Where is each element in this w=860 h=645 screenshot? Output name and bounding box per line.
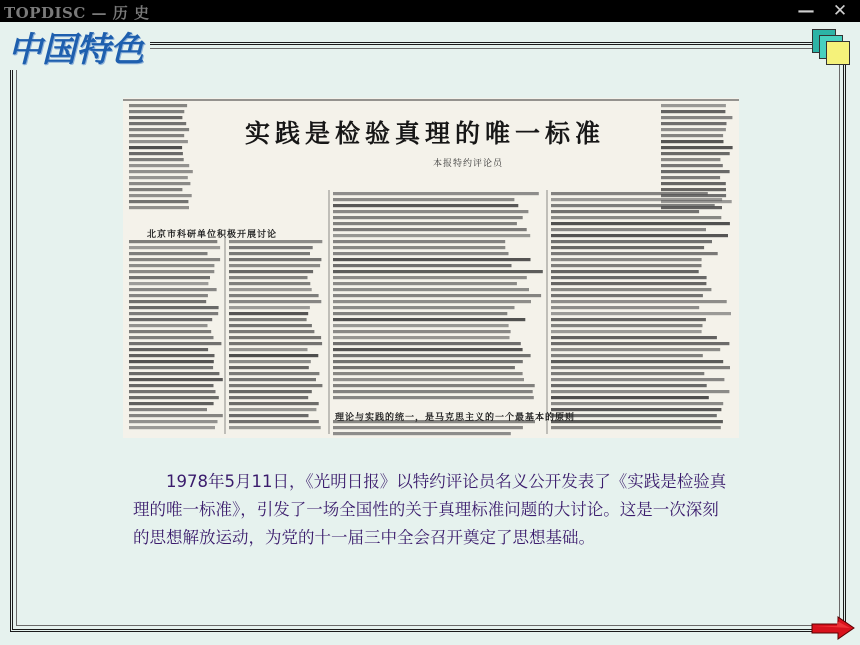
app-title: TOPDISC — 历 史: [4, 4, 150, 22]
caption-paragraph: 1978年5月11日，《光明日报》以特约评论员名义公开发表了《实践是检验真理的唯一标准》，引发了一场全国性的关于真理标准问题的大讨论。这是一次深刻的思想解放运动，为党的十一届三中全会召开奠定了思想基础。: [133, 472, 727, 547]
window-titlebar: [0, 0, 860, 22]
slide-content: [0, 22, 860, 645]
stacked-squares-icon: [812, 29, 850, 65]
newspaper-subhead-bottom: 理论与实践的统一，是马克思主义的一个最基本的原则: [335, 413, 576, 423]
newspaper-image: [123, 98, 739, 438]
newspaper-byline: 本报特约评论员: [432, 159, 503, 169]
minimize-button[interactable]: —: [797, 1, 815, 21]
caption-text: [133, 468, 733, 552]
section-title: 中国特色: [4, 30, 150, 70]
red-arrow-right-icon[interactable]: [810, 616, 856, 640]
newspaper-headline: 实践是检验真理的唯一标准: [244, 119, 605, 148]
newspaper-subhead-left: 北京市科研单位积极开展讨论: [147, 230, 278, 240]
close-button[interactable]: ✕: [832, 1, 848, 21]
